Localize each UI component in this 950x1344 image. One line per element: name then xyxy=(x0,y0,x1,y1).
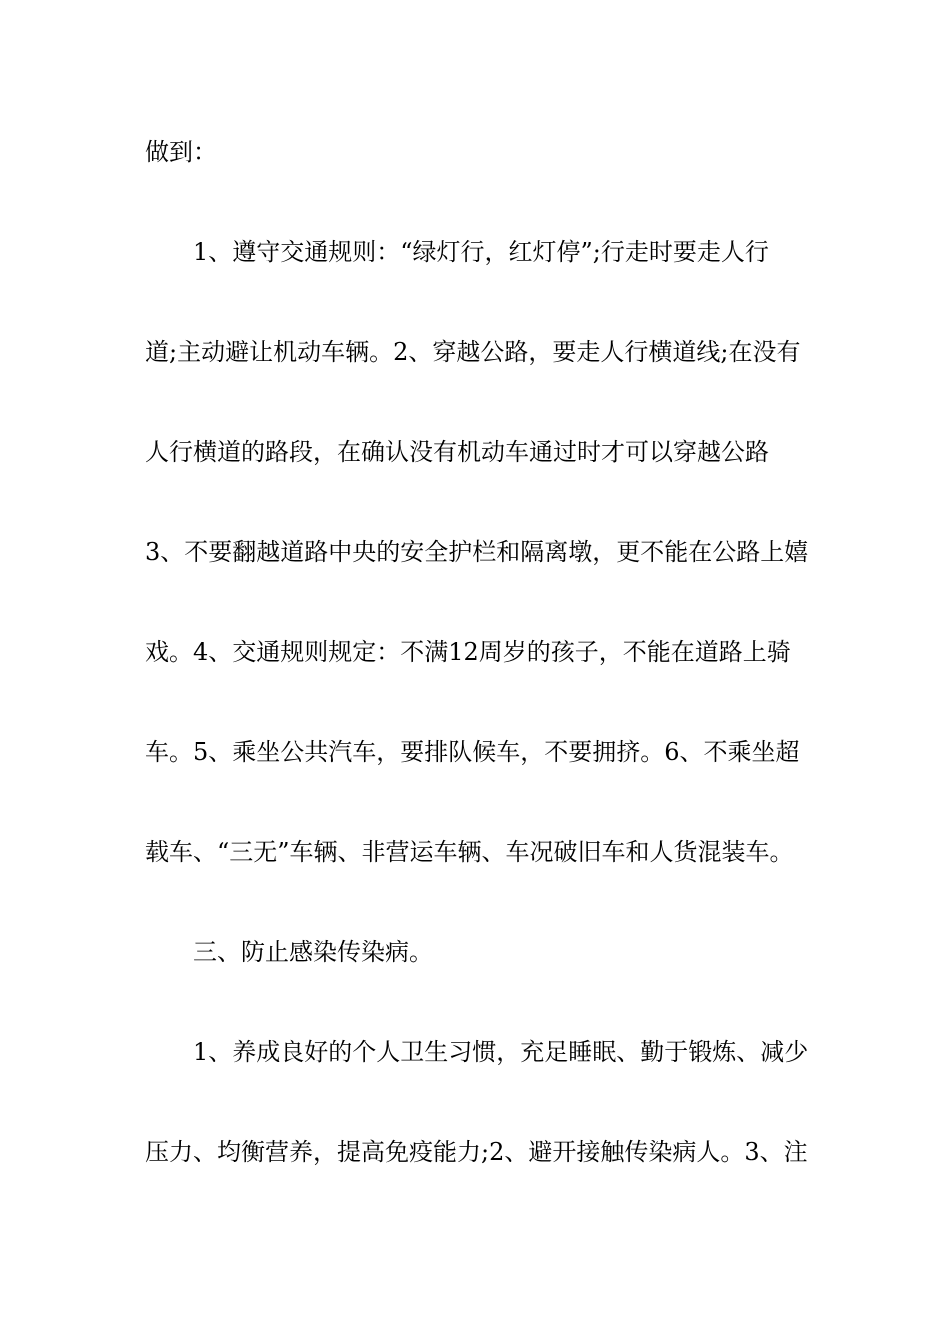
section-heading: 三、防止感染传染病。 xyxy=(193,938,433,966)
text-line: 1、养成良好的个人卫生习惯，充足睡眠、勤于锻炼、减少 xyxy=(193,1038,809,1066)
text-line: 做到： xyxy=(145,138,217,166)
text-line: 戏。4、交通规则规定：不满12周岁的孩子，不能在道路上骑 xyxy=(145,638,791,666)
text-line: 3、不要翻越道路中央的安全护栏和隔离墩，更不能在公路上嬉 xyxy=(145,538,809,566)
text-line: 1、遵守交通规则：“绿灯行，红灯停”;行走时要走人行 xyxy=(193,238,769,266)
text-line: 载车、“三无”车辆、非营运车辆、车况破旧车和人货混装车。 xyxy=(145,838,794,866)
text-line: 车。5、乘坐公共汽车，要排队候车，不要拥挤。6、不乘坐超 xyxy=(145,738,800,766)
text-line: 人行横道的路段，在确认没有机动车通过时才可以穿越公路 xyxy=(145,438,769,466)
text-line: 道;主动避让机动车辆。2、穿越公路，要走人行横道线;在没有 xyxy=(145,338,801,366)
text-line: 压力、均衡营养，提高免疫能力;2、避开接触传染病人。3、注 xyxy=(145,1138,808,1166)
